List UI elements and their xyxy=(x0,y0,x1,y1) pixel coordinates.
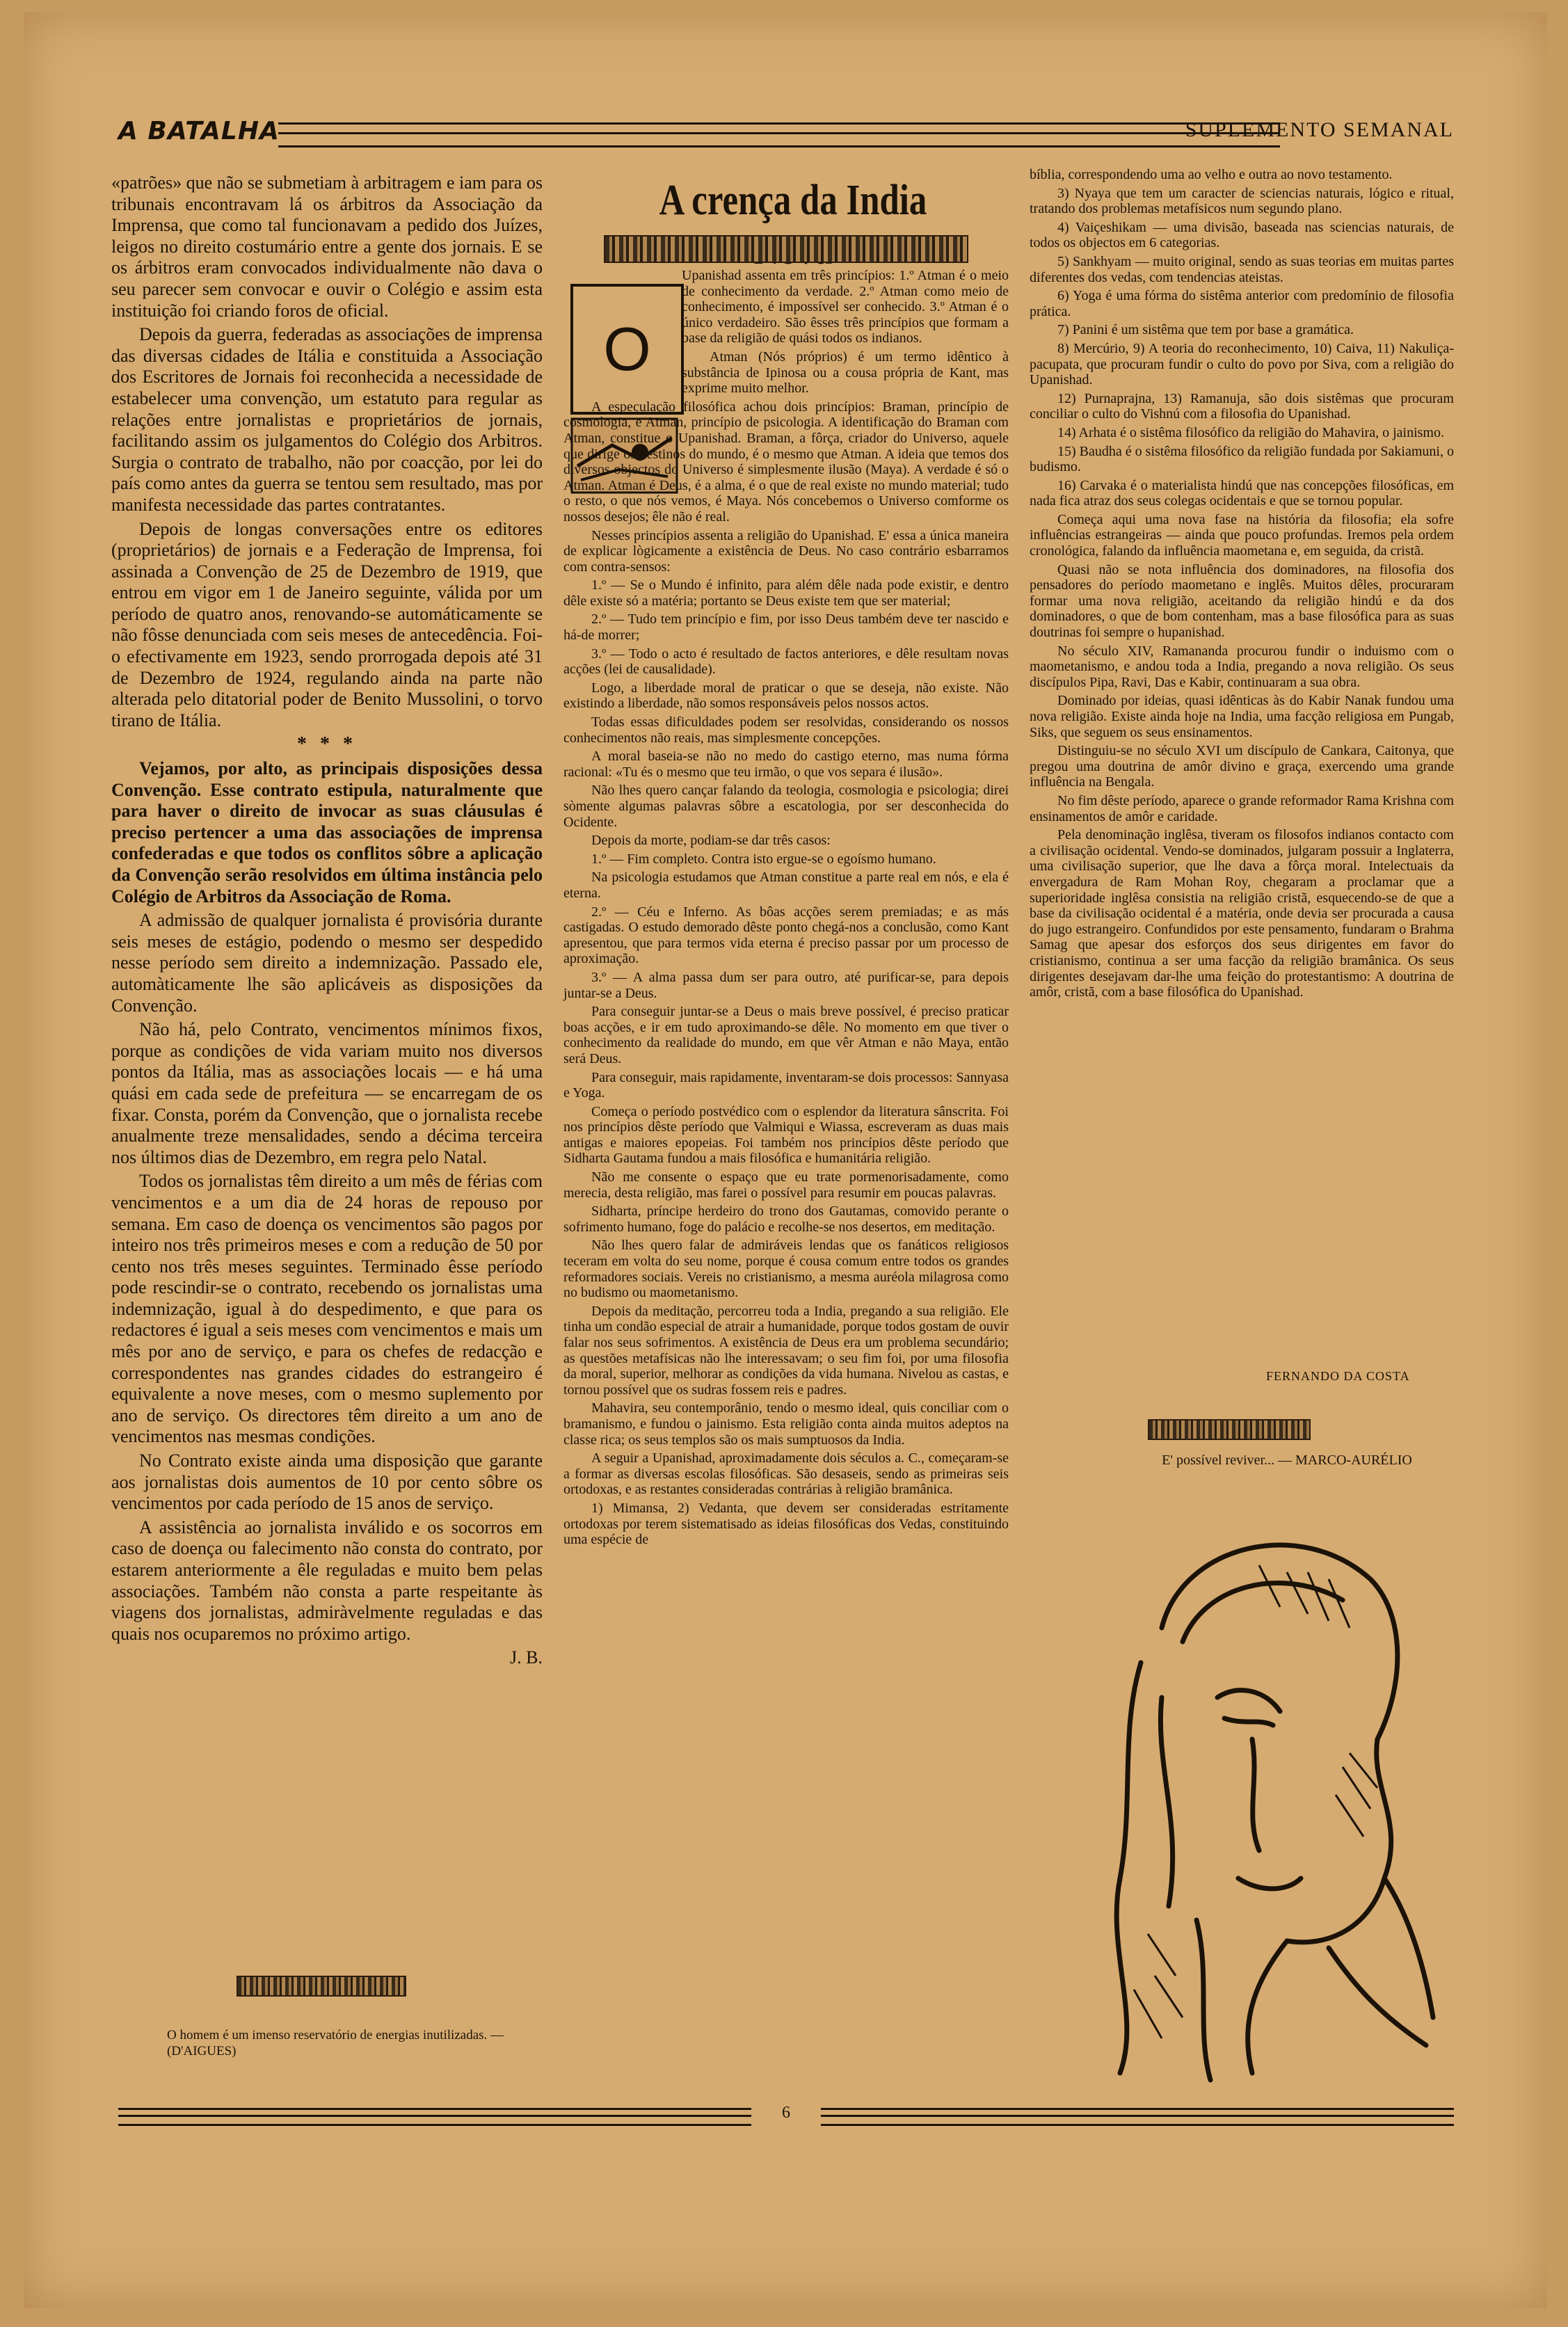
paragraph: Não me consente o espaço que eu trate pormenorisadamente, como merecia, desta religião, mas farei o possível para resumir em poucas palavras. xyxy=(563,1169,1009,1201)
paragraph: A admissão de qualquer jornalista é provisória durante seis meses de estágio, podendo o mesmo ser despedido nesse período sem direito a indemnização. Passado ele, automàticamente lhe são aplicáveis as disposições da Convenção. xyxy=(111,910,543,1016)
column-right xyxy=(1030,167,1454,1003)
paragraph: 7) Panini é um sistêma que tem por base a gramática. xyxy=(1057,322,1354,338)
supplement-label: SUPLEMENTO SEMANAL xyxy=(1185,118,1454,141)
paragraph: Logo, a liberdade moral de praticar o que se deseja, não existe. Não existindo a liberdade, não somos responsáveis pelos nossos actos. xyxy=(563,680,1009,712)
paragraph: Todos os jornalistas têm direito a um mês de férias com vencimentos e a um dia de 24 horas de repouso por semana. Em caso de doença os vencimentos são pagos por inteiro nos três primeiros meses e com a redução de 50 por cento nos três meses seguintes. Terminado êsse período pode rescindir-se o contrato, recebendo os jornalistas uma indemnização, igual à do despedimento, e que para os redactores é igual a seis meses com vencimentos e mais um mês por ano de serviço, e para os chefes de redacção e correspondentes nas grandes cidades do estrangeiro é equivalente a nove meses, com o mesmo suplemento por ano de serviço. Os directores têm direito a um ano de vencimentos nas mesmas condições. xyxy=(111,1171,543,1447)
paragraph: 12) Purnaprajna, 13) Ramanuja, são dois sistêmas que procuram conciliar o culto do Vishnú com a filosofia do Upanishad. xyxy=(1030,390,1454,422)
paragraph: A especulação filosófica achou dois princípios: Braman, princípio de cosmologia, e Atman, princípio de psicologia. A identificação do Braman com Atman, constitue o Upanishad. Braman, a fôrça, criador do Universo, aquele que dirige os destinos do mundo, é o mesmo que Atman. A ideia que temos dos diversos objectos do Universo é simplesmente ilusão (Maya). A verdade é só o Atman. Atman é Deus, é a alma, é o que de real existe no mundo material; tudo o resto, o que nós vemos, é Maya. Nós concebemos o Universo comforme os nossos desejos; êle não é real. xyxy=(563,399,1009,525)
article-title: A crença da India xyxy=(659,177,927,224)
title-ornament xyxy=(604,235,968,263)
page-footer xyxy=(118,2104,1454,2127)
footer-rule xyxy=(118,2108,751,2126)
paragraph: Não lhes quero falar de admiráveis lendas que os fanáticos religiosos teceram em volta do seu nome, porque é cousa comum entre todos os grandes reformadores sociais. Vereis no cristianismo, a mesma auréola milagrosa como no budismo ou maometanismo. xyxy=(563,1238,1009,1301)
article-author: FERNANDO DA COSTA xyxy=(1266,1369,1410,1383)
signature: J. B. xyxy=(510,1647,543,1668)
paragraph: 1.º — Fim completo. Contra isto ergue-se o egoísmo humano. xyxy=(591,851,936,867)
paragraph: bíblia, correspondendo uma ao velho e outra ao novo testamento. xyxy=(1030,167,1393,182)
paragraph: 8) Mercúrio, 9) A teoria do reconhecimento, 10) Caiva, 11) Nakuliça-pacupata, que procuram fundir o culto do povo por Siva, com a religião do Upanishad. xyxy=(1030,340,1454,388)
portrait-sketch-icon xyxy=(1078,1489,1440,2087)
paragraph: Quasi não se nota influência dos dominadores, na filosofia dos pensadores do período maometano e inglês. Muitos dêles, procuraram formar uma nova religião, aceitando da religião hindú e da dos dominadores, o que de bom contenham, mas a base filosófica para as suas doutrinas foi sempre o hupanishad. xyxy=(1030,561,1454,641)
paragraph: 1) Mimansa, 2) Vedanta, que devem ser consideradas estritamente ortodoxas por terem sistematisado as ideias filosóficas dos Vedas, constituindo uma espécie de xyxy=(563,1500,1009,1548)
paragraph: 3) Nyaya que tem um caracter de sciencias naturais, lógico e ritual, tratando dos problemas metafísicos num segundo plano. xyxy=(1030,185,1454,217)
paragraph: 2.º — Céu e Inferno. As bôas acções serem premiadas; e as más castigadas. O estudo demorado dêste ponto chegá-nos a conclusão, como Kant apresentou, que para termos vida eterna é preciso passar por um processo de aproximação. xyxy=(563,904,1009,967)
paragraph: Para conseguir juntar-se a Deus o mais breve possível, é preciso praticar boas acções, e ir em tudo aproximando-se dêle. No momento em que tiver o conhecimento da realidade do mundo, em que vêr Atman e não Maya, então será Deus. xyxy=(563,1004,1009,1066)
paragraph: No Contrato existe ainda uma disposição que garante aos jornalistas dois aumentos de 10 por cento sôbre os vencimentos por cada período de 15 anos de serviço. xyxy=(111,1450,543,1514)
paragraph: Depois de longas conversações entre os editores (proprietários) de jornais e a Federação de Imprensa, foi assinada a Convenção de 25 de Dezembro de 1919, que entrou em vigor em 1 de Janeiro seguinte, válida por um período de quatro anos, renovando-se automáticamente se não fôsse denunciada com seis meses de antecedência. Foi-o efectivamente em 1923, sendo prorrogada depois até 31 de Dezembro de 1924, regulando ainda na parte não alterada pelo ditatorial poder de Benito Mussolini, o torvo tirano de Itália. xyxy=(111,518,543,730)
paragraph: Começa o período postvédico com o esplendor da literatura sânscrita. Foi nos princípios dêste período que Valmiqui e Wiassa, escreveram as duas mais antigas e maiores epopeias. Foi também nos princípios dêste período que Sidharta Gautama fundou a mais filosófica e humanitária religião. xyxy=(563,1103,1009,1167)
paragraph: Não há, pelo Contrato, vencimentos mínimos fixos, porque as condições de vida variam muito nos diversos pontos da Itália, mas as associações locais — e há uma quási em cada sede de prefeitura — se encarregam de os fixar. Consta, porém da Convenção, que o jornalista recebe anualmente treze mensalidades, sendo a décima terceira nos últimos dias de Dezembro, em regra pelo Natal. xyxy=(111,1019,543,1167)
paragraph: Mahavira, seu contemporânio, tendo o mesmo ideal, quis conciliar com o bramanismo, e fundou o jainismo. Esta religião conta ainda muitos adeptos na classe rica; os seus templos são os mais sumptuosos da India. xyxy=(563,1400,1009,1448)
paragraph: No século XIV, Ramananda procurou fundir o induismo com o maometanismo, e andou toda a India, pregando a nova religião. Os seus discípulos Pipa, Ravi, Das e Kabir, continuaram a sua obra. xyxy=(1030,643,1454,690)
paragraph: Dominado por ideias, quasi idênticas às do Kabir Nanak fundou uma nova religião. Existe ainda hoje na India, uma facção religiosa em Pungab, Siks, que seguem os seus ensinamentos. xyxy=(1030,693,1454,740)
paragraph: 14) Arhata é o sistêma filosófico da religião do Mahavira, o jainismo. xyxy=(1057,424,1444,440)
paragraph: Todas essas dificuldades podem ser resolvidas, considerando os nossos conhecimentos não reais, mas simplesmente concepções. xyxy=(563,714,1009,746)
paragraph: 4) Vaiçeshikam — uma divisão, baseada nas sciencias naturais, de todos os objectos em 6 categorias. xyxy=(1030,219,1454,251)
paragraph: No fim dêste período, aparece o grande reformador Rama Krishna com ensinamentos de amôr e caridade. xyxy=(1030,792,1454,824)
paragraph: Não lhes quero cançar falando da teologia, cosmologia e psicologia; direi sòmente algumas palavras sôbre a escatologia, por ser desconhecida do Ocidente. xyxy=(563,783,1009,830)
paragraph: 3.º — Todo o acto é resultado de factos anteriores, e dêle resultam novas acções (lei de causalidade). xyxy=(563,646,1009,678)
paragraph: 6) Yoga é uma fórma do sistêma anterior com predomínio de filosofia prática. xyxy=(1030,288,1454,319)
masthead: A BATALHA xyxy=(118,117,280,145)
paragraph: 15) Baudha é o sistêma filosófico da religião fundada por Sakiamuni, o budismo. xyxy=(1030,443,1454,475)
epigraph-left: O homem é um imenso reservatório de energias inutilizadas. — (D'AIGUES) xyxy=(167,2028,504,2058)
paragraph: Atman (Nós próprios) é um termo idêntico à substância de Ipinosa ou a cousa própria de Kant, mas exprime muito melhor. xyxy=(682,349,1009,397)
paragraph: 3.º — A alma passa dum ser para outro, até purificar-se, para depois juntar-se a Deus. xyxy=(563,969,1009,1001)
paragraph: Depois da meditação, percorreu toda a India, pregando a sua religião. Ele tinha um condão especial de atrair a humanidade, porque todos gostam de ouvir falar nos seus sofrimentos. A existência de Deus era um problema secundário; as questões metafísicas não lhe interessavam; o seu fim foi, por uma filosofia da moral, superior, melhorar as condições da vida humana. Nivelou as castas, e tornou possível que os sudras fossem reis e padres. xyxy=(563,1303,1009,1398)
paragraph: 16) Carvaka é o materialista hindú que nas concepções filosóficas, em nada fica atraz dos seus colegas ocidentais e que se tornou popular. xyxy=(1030,477,1454,509)
paragraph: Pela denominação inglêsa, tiveram os filosofos indianos contacto com a civilisação ocidental. Vendo-se dominados, julgaram possuir a Inglaterra, uma civilisação superior, que lhe dava a fôrça moral. Intelectuais da envergadura de Ram Mohan Roy, chegaram a proclamar que a superioridade inglêsa consistia na religião cristã, esquecendo-se de que a base da civilisação ocidental é a matéria, onde devia ser procurada a causa do jugo estrangeiro. Confundidos por este pensamento, fundaram o Brahma Samag que apesar dos esforços dos seus dirigentes em favor do cristianismo, continua a ser uma facção da religião bramânica. Os seus dirigentes desejavam dar-lhe uma feição do protestantismo: A doutrina de amôr, cristã, com a base filosófica do Upanishad. xyxy=(1030,827,1454,1000)
paragraph: Na psicologia estudamos que Atman constitue a parte real em nós, e ela é eterna. xyxy=(563,870,1009,901)
paragraph: Depois da guerra, federadas as associações de imprensa das diversas cidades de Itália e constituida a Associação dos Escritores de Jornais foi reconhecida a necessidade de estabelecer uma convenção, um estatuto para regular as relações entre jornalistas e proprietários de jornais, facilitando assim os julgamentos do Colégio dos Arbitros. Surgia o contrato de trabalho, não por coacção, por lei do país como antes da guerra se tentou sem resultado, mas por manifesta necessidade das partes contratantes. xyxy=(111,324,543,515)
paragraph: Nesses princípios assenta a religião do Upanishad. E' essa a única maneira de explicar lògicamente a existência de Deus. No caso contrário esbarramos com contra-sensos: xyxy=(563,527,1009,575)
header-rule xyxy=(278,122,1280,147)
paragraph: A assistência ao jornalista inválido e os socorros em caso de doença ou falecimento não consta do contrato, por estarem anteriormente a êle reguladas e muito bem pelas associações. Também não consta a parte respeitante às viagens dos jornalistas, admiràvelmente reguladas e das quais nos ocuparemos no próximo artigo. xyxy=(111,1517,543,1644)
paragraph: 5) Sankhyam — muito original, sendo as suas teorias em muitas partes diferentes dos vedas, com tendencias ateistas. xyxy=(1030,253,1454,285)
paragraph: 2.º — Tudo tem princípio e fim, por isso Deus também deve ter nascido e há-de morrer; xyxy=(563,611,1009,643)
paragraph: Vejamos, por alto, as principais disposições dessa Convenção. Esse contrato estipula, naturalmente que para haver o direito de invocar as suas cláusulas é preciso pertencer a uma das associações de imprensa confederadas e que todos os conflitos sôbre a aplicação da Convenção serão resolvidos em última instância pelo Colégio de Arbitros da Associação de Roma. xyxy=(111,758,543,906)
paragraph: Começa aqui uma nova fase na história da filosofia; ela sofre influências estrangeiras — ainda que pouco profundas. Iremos pela ordem cronológica, falando da influência maometana e, em seguida, da cristã. xyxy=(1030,511,1454,559)
page-header xyxy=(118,117,1454,152)
section-divider: * * * xyxy=(297,733,357,755)
footer-rule xyxy=(821,2108,1454,2126)
paragraph: Depois da morte, podiam-se dar três casos: xyxy=(591,833,831,849)
paragraph: A moral baseia-se não no medo do castigo eterno, mas numa fórma racional: «Tu és o mesmo que teu irmão, o que vos separa é ilusão». xyxy=(563,749,1009,780)
paragraph: «patrões» que não se submetiam à arbitragem e iam para os tribunais encontravam lá os árbitros da Associação da Imprensa, que como tal funcionavam a pedido dos Juízes, leigos no direito costumário entre a gente dos jornais. E se os árbitros eram convocados individualmente não dava o seu parecer sem convocar e ouvir o Colégio e assim esta instituição foi criando foros de oficial. xyxy=(111,173,543,321)
epigraph-right: E' possível reviver... — MARCO-AURÉLIO xyxy=(1162,1453,1412,1468)
paragraph: A seguir a Upanishad, aproximadamente dois séculos a. C., começaram-se a formar as diversas escolas filosóficas. São desaseis, sendo as primeiras seis ortodoxas, e as restantes consideradas contrárias à religião bramânica. xyxy=(563,1450,1009,1498)
paragraph: 1.º — Se o Mundo é infinito, para além dêle nada pode existir, e dentro dêle existe só a matéria; portanto se Deus existe tem que ser material; xyxy=(563,577,1009,609)
ornament xyxy=(237,1976,406,1997)
paragraph: Upanishad assenta em três princípios: 1.º Atman é o meio de conhecimento da verdade. 2.º Atman como meio de conhecimento, é impossível ser conhecido. 3.º Atman é o único verdadeiro. São êsses três princípios que formam a base da religião de quási todos os indianos. xyxy=(682,268,1009,346)
paragraph: Para conseguir, mais rapidamente, inventaram-se dois processos: Sannyasa e Yoga. xyxy=(563,1069,1009,1101)
ornament xyxy=(1148,1419,1311,1440)
drop-cap: O xyxy=(570,284,684,415)
page-number: 6 xyxy=(782,2104,790,2122)
column-center xyxy=(563,268,1009,1551)
paragraph: Sidharta, príncipe herdeiro do trono dos Gautamas, comovido perante o sofrimento humano, foge do palácio e recolhe-se nos desertos, em meditação. xyxy=(563,1204,1009,1235)
paragraph: Distinguiu-se no século XVI um discípulo de Cankara, Caitonya, que pregou uma doutrina de amôr divino e graça, exercendo uma grande influência na Bengala. xyxy=(1030,743,1454,790)
column-left xyxy=(111,173,543,1672)
